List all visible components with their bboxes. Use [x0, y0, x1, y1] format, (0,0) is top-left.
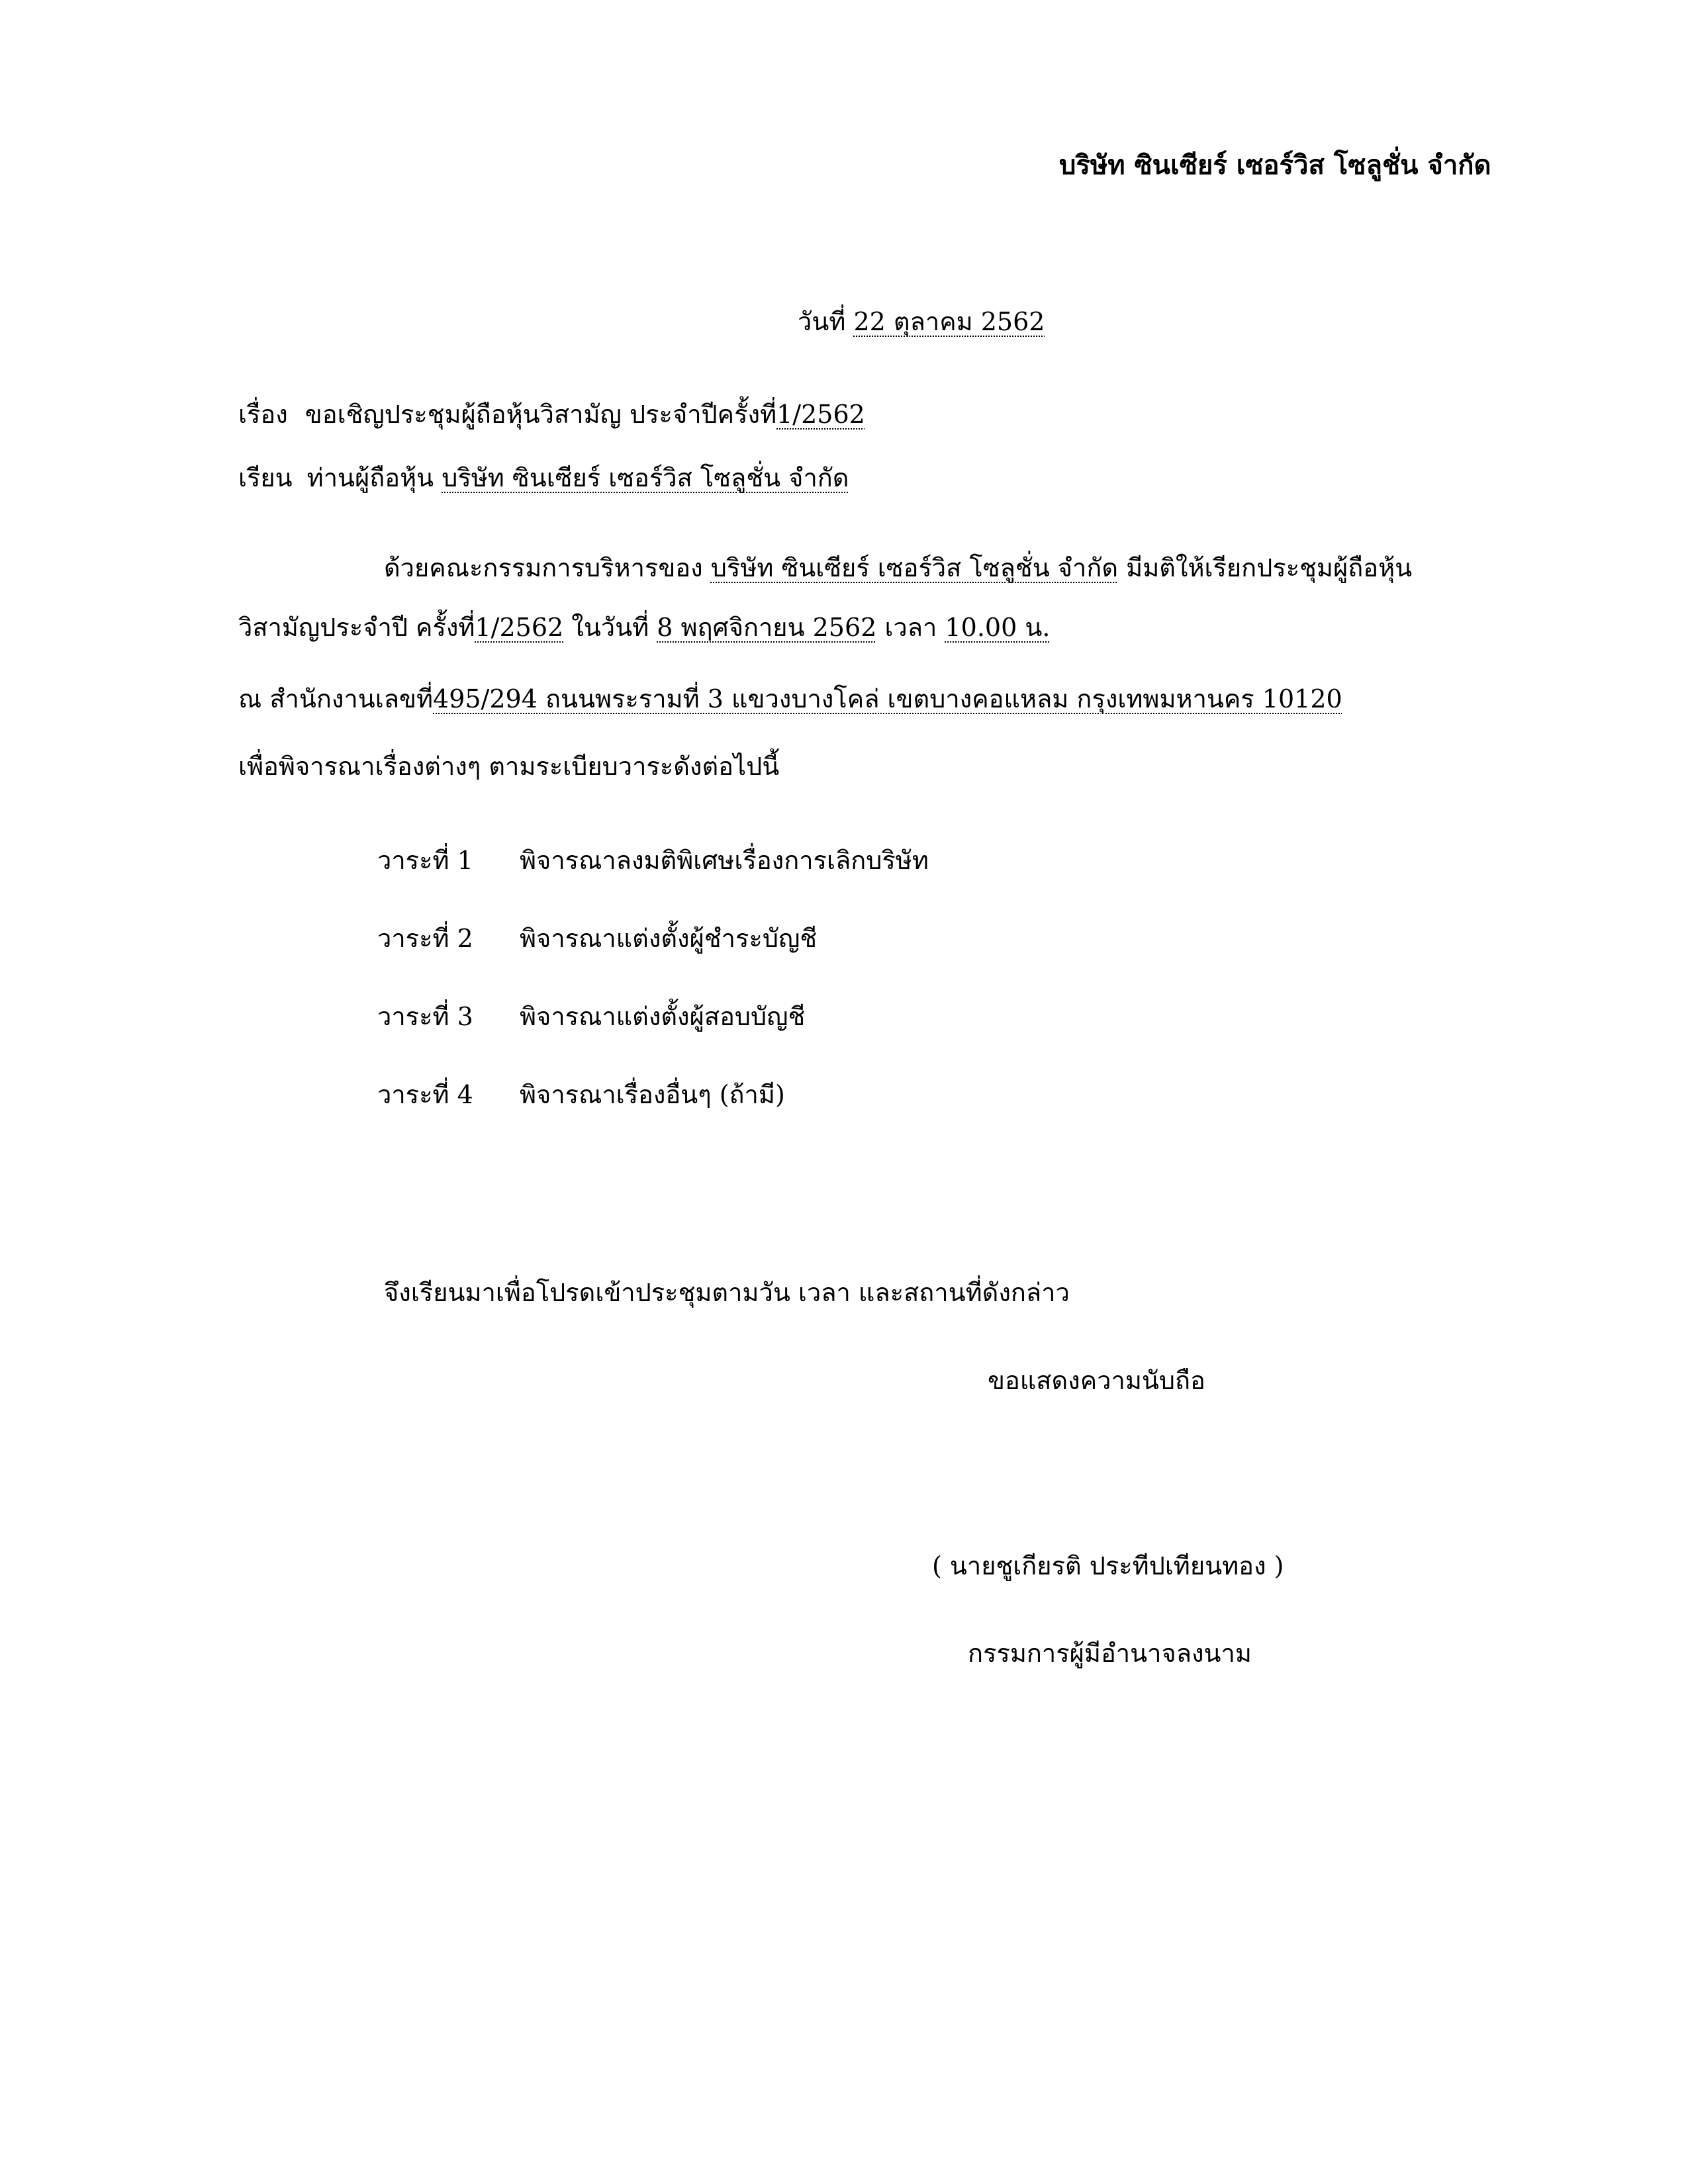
agenda-item-text: พิจารณาเรื่องอื่นๆ (ถ้ามี) [520, 1080, 785, 1109]
body-paragraph-2 [238, 609, 1050, 646]
date-line [798, 303, 1045, 340]
agenda-item-number: วาระที่ 2 [377, 924, 473, 953]
recipient-line [238, 459, 849, 496]
body-p3-label: ณ สำนักงานเลขที่ [238, 684, 434, 713]
subject-text: ขอเชิญประชุมผู้ถือหุ้นวิสามัญ ประจำปีครั้งที่ [305, 400, 777, 429]
meeting-address: 495/294 ถนนพระรามที่ 3 แขวงบางโคล่ เขตบางคอแหลม กรุงเทพมหานคร 10120 [433, 684, 1342, 713]
company-header: บริษัท ซินเซียร์ เซอร์วิส โซลูชั่น จำกัด [1059, 150, 1491, 181]
signatory-title: กรรมการผู้มีอำนาจลงนาม [968, 1639, 1252, 1668]
date-value: 22 ตุลาคม 2562 [853, 307, 1045, 336]
recipient-label: เรียน [238, 463, 293, 492]
meeting-number: 1/2562 [475, 613, 564, 642]
regards-line: ขอแสดงความนับถือ [988, 1366, 1205, 1395]
body-p1-start: ด้วยคณะกรรมการบริหารของ [384, 553, 703, 582]
closing-line: จึงเรียนมาเพื่อโปรดเข้าประชุมตามวัน เวลา และสถานที่ดังกล่าว [384, 1278, 1070, 1307]
body-p1-end: มีมติให้เรียกประชุมผู้ถือหุ้น [1126, 553, 1413, 582]
agenda-item-text: พิจารณาลงมติพิเศษเรื่องการเลิกบริษัท [520, 846, 929, 875]
agenda-item-number: วาระที่ 1 [377, 846, 473, 875]
meeting-date: 8 พฤศจิกายน 2562 [657, 613, 877, 642]
signatory-name: ( นายชูเกียรติ ประทีปเทียนทอง ) [932, 1551, 1284, 1580]
body-p2-time-label: เวลา [884, 613, 937, 642]
date-prefix: วันที่ [798, 307, 846, 336]
body-paragraph-3 [238, 680, 1342, 717]
agenda-item-text: พิจารณาแต่งตั้งผู้สอบบัญชี [520, 1002, 806, 1031]
agenda-item-number: วาระที่ 4 [377, 1080, 473, 1109]
agenda-item-number: วาระที่ 3 [377, 1002, 473, 1031]
body-p1-company: บริษัท ซินเซียร์ เซอร์วิส โซลูชั่น จำกัด [710, 553, 1119, 582]
subject-number: 1/2562 [776, 400, 865, 429]
meeting-time: 10.00 น. [945, 613, 1051, 642]
body-paragraph-1 [384, 549, 1412, 586]
body-p2-start: วิสามัญประจำปี ครั้งที่ [238, 613, 475, 642]
agenda-item-text: พิจารณาแต่งตั้งผู้ชำระบัญชี [520, 924, 818, 953]
recipient-company: บริษัท ซินเซียร์ เซอร์วิส โซลูชั่น จำกัด [442, 463, 849, 492]
subject-line [238, 396, 865, 433]
recipient-text: ท่านผู้ถือหุ้น [306, 463, 434, 492]
body-p2-date-label: ในวันที่ [571, 613, 649, 642]
body-paragraph-4: เพื่อพิจารณาเรื่องต่างๆ ตามระเบียบวาระดังต่อไปนี้ [238, 752, 780, 781]
subject-label: เรื่อง [238, 400, 288, 429]
